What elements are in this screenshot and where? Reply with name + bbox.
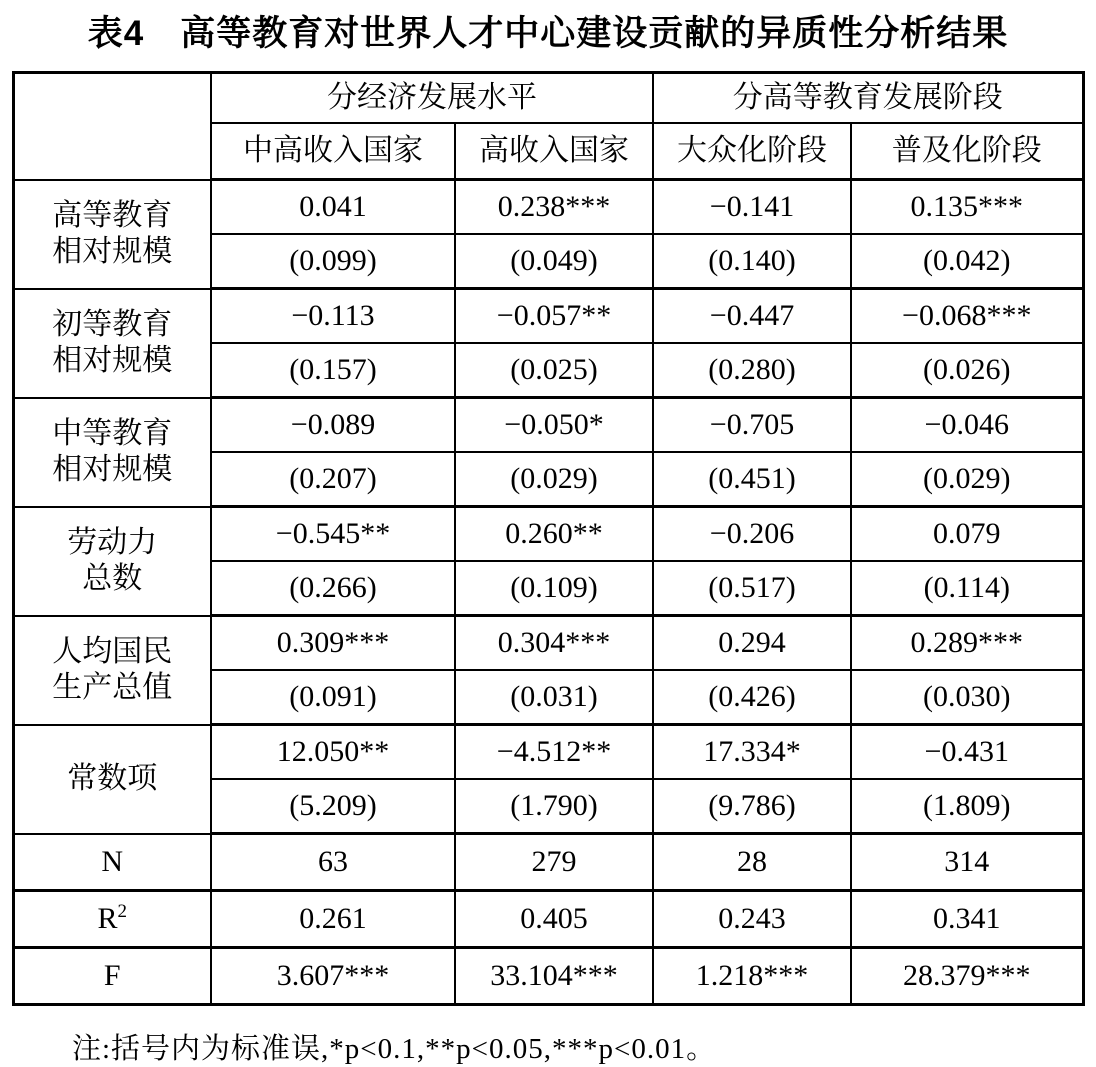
row-label-line1: 初等教育 (52, 308, 173, 342)
se-cell: (0.426) (653, 670, 851, 725)
coef-cell: 12.050** (211, 725, 455, 780)
stat-cell: 63 (211, 834, 455, 891)
se-cell: (0.517) (653, 561, 851, 616)
se-cell: (0.114) (851, 561, 1083, 616)
row-label-line1: 高等教育 (52, 199, 173, 233)
coef-cell: −0.447 (653, 289, 851, 344)
table-row (13, 507, 1083, 562)
se-cell: (5.209) (211, 779, 455, 834)
se-cell: (0.029) (851, 452, 1083, 507)
table-footnote: 注:括号内为标准误,*p<0.1,**p<0.05,***p<0.01。 (72, 1033, 717, 1066)
coef-cell: 0.041 (211, 180, 455, 235)
coef-cell: −0.545** (211, 507, 455, 562)
se-cell: (0.266) (211, 561, 455, 616)
col-header: 高收入国家 (455, 123, 653, 180)
stat-cell: 28.379*** (851, 948, 1083, 1005)
table-row (13, 180, 1083, 235)
se-cell: (0.157) (211, 343, 455, 398)
se-cell: (9.786) (653, 779, 851, 834)
row-label-line1: 人均国民 (52, 635, 173, 669)
table-row (13, 891, 1083, 948)
span-header-stage: 分高等教育发展阶段 (653, 73, 1083, 124)
col-header: 中高收入国家 (211, 123, 455, 180)
row-label (13, 507, 211, 616)
stat-cell: 279 (455, 834, 653, 891)
stat-cell: 0.261 (211, 891, 455, 948)
row-label (13, 289, 211, 398)
row-label (13, 180, 211, 289)
coef-cell: 0.304*** (455, 616, 653, 671)
col-header: 大众化阶段 (653, 123, 851, 180)
se-cell: (0.031) (455, 670, 653, 725)
row-label-line2: 相对规模 (52, 344, 173, 378)
coef-cell: 0.238*** (455, 180, 653, 235)
coef-cell: −4.512** (455, 725, 653, 780)
table-row (13, 616, 1083, 671)
se-cell: (0.030) (851, 670, 1083, 725)
coef-cell: −0.206 (653, 507, 851, 562)
coef-cell: 0.135*** (851, 180, 1083, 235)
se-cell: (0.042) (851, 234, 1083, 289)
stat-cell: 3.607*** (211, 948, 455, 1005)
se-cell: (0.280) (653, 343, 851, 398)
se-cell: (0.049) (455, 234, 653, 289)
stat-cell: 28 (653, 834, 851, 891)
stat-cell: 1.218*** (653, 948, 851, 1005)
row-label-line1: 常数项 (67, 762, 158, 796)
se-cell: (0.140) (653, 234, 851, 289)
se-cell: (0.109) (455, 561, 653, 616)
corner-cell (13, 73, 211, 180)
coef-cell: −0.113 (211, 289, 455, 344)
stat-label: N (13, 834, 211, 891)
coef-cell: 0.260** (455, 507, 653, 562)
row-label-line2: 总数 (82, 562, 143, 596)
stat-cell: 0.405 (455, 891, 653, 948)
se-cell: (1.809) (851, 779, 1083, 834)
header-row-groups (13, 73, 1083, 124)
stat-label: $R^2$ (13, 891, 211, 948)
row-label-line1: 劳动力 (67, 526, 158, 560)
coef-cell: −0.705 (653, 398, 851, 453)
se-cell: (0.451) (653, 452, 851, 507)
stat-label: F (13, 948, 211, 1005)
se-cell: (0.025) (455, 343, 653, 398)
row-label-line2: 相对规模 (52, 453, 173, 487)
coef-cell: 0.309*** (211, 616, 455, 671)
row-label-line2: 相对规模 (52, 235, 173, 269)
se-cell: (0.026) (851, 343, 1083, 398)
table-row (13, 398, 1083, 453)
table-row (13, 289, 1083, 344)
stat-label-sup: 2 (117, 901, 127, 923)
coef-cell: −0.431 (851, 725, 1083, 780)
coef-cell: −0.089 (211, 398, 455, 453)
table-row (13, 725, 1083, 780)
coef-cell: −0.046 (851, 398, 1083, 453)
coef-cell: 0.079 (851, 507, 1083, 562)
stat-cell: 314 (851, 834, 1083, 891)
coef-cell: 0.294 (653, 616, 851, 671)
stat-cell: 0.341 (851, 891, 1083, 948)
coef-cell: −0.141 (653, 180, 851, 235)
stat-cell: 33.104*** (455, 948, 653, 1005)
row-label (13, 725, 211, 834)
se-cell: (1.790) (455, 779, 653, 834)
col-header: 普及化阶段 (851, 123, 1083, 180)
table-title: 表4 高等教育对世界人才中心建设贡献的异质性分析结果 (87, 14, 1009, 53)
stat-cell: 0.243 (653, 891, 851, 948)
coef-cell: 17.334* (653, 725, 851, 780)
row-label-line1: 中等教育 (52, 417, 173, 451)
row-label (13, 398, 211, 507)
results-table (12, 71, 1085, 1006)
se-cell: (0.029) (455, 452, 653, 507)
span-header-economy: 分经济发展水平 (211, 73, 653, 124)
table-row (13, 948, 1083, 1005)
row-label (13, 616, 211, 725)
coef-cell: −0.068*** (851, 289, 1083, 344)
row-label-line2: 生产总值 (52, 671, 173, 705)
se-cell: (0.091) (211, 670, 455, 725)
se-cell: (0.099) (211, 234, 455, 289)
coef-cell: 0.289*** (851, 616, 1083, 671)
se-cell: (0.207) (211, 452, 455, 507)
table-row (13, 834, 1083, 891)
coef-cell: −0.050* (455, 398, 653, 453)
coef-cell: −0.057** (455, 289, 653, 344)
